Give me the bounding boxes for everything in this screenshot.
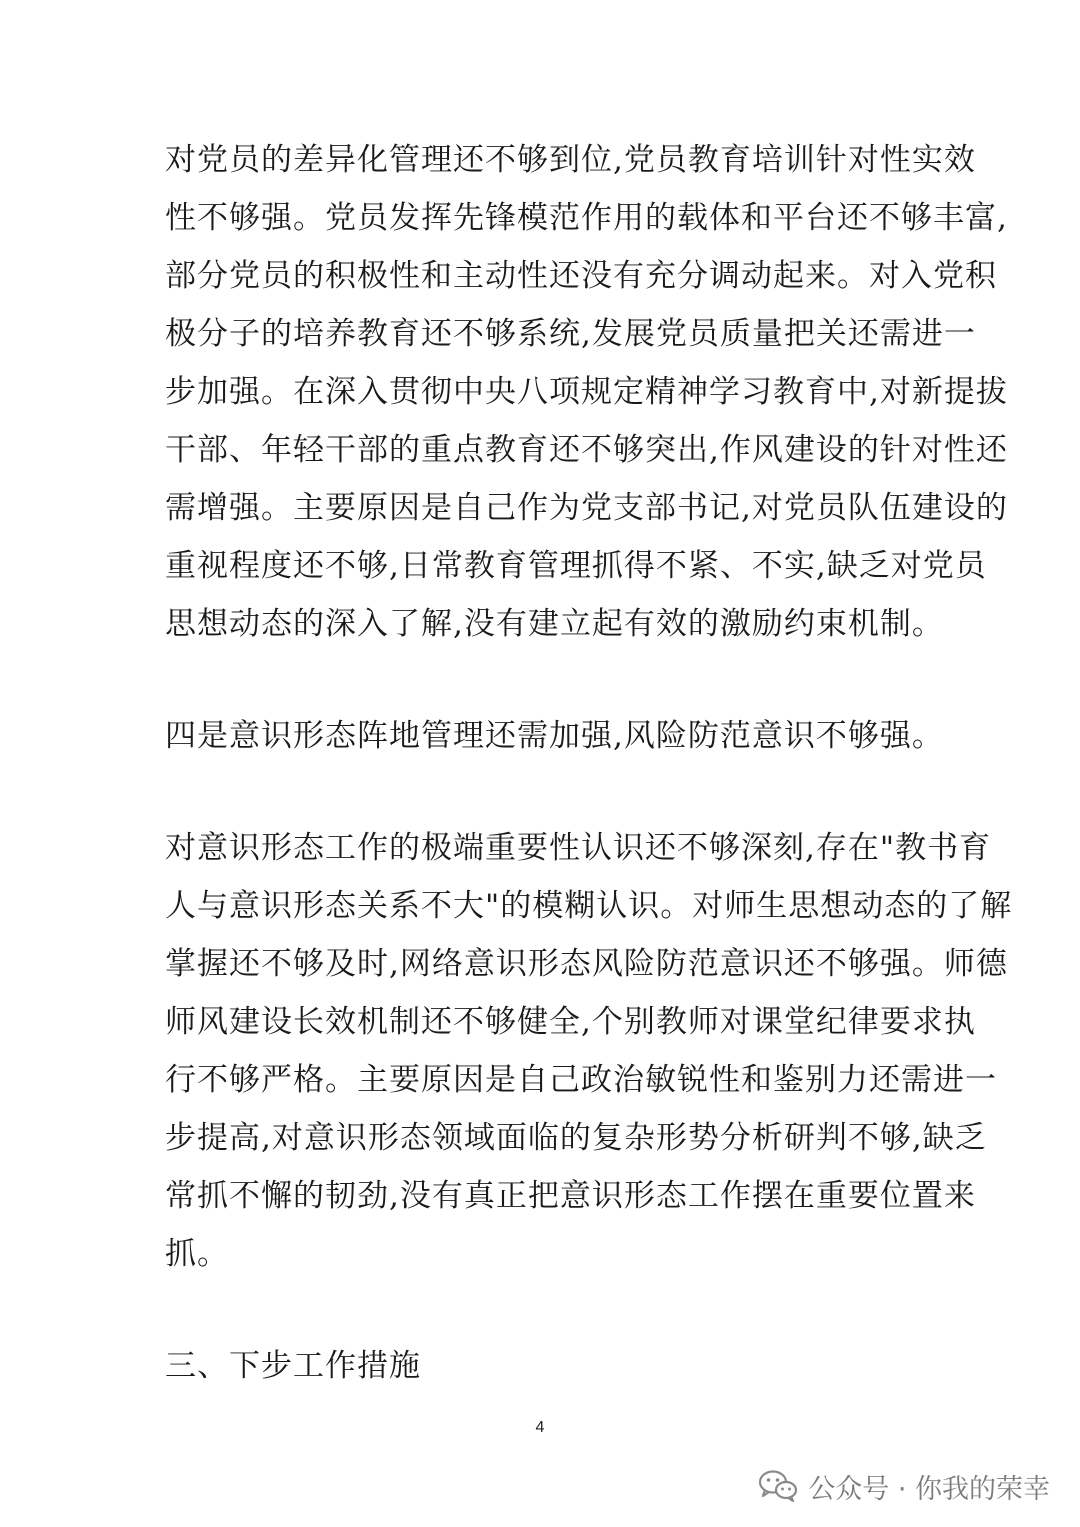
text-line: 干部、年轻干部的重点教育还不够突出,作风建设的针对性还 bbox=[165, 432, 1008, 468]
watermark-text: 公众号 · 你我的荣幸 bbox=[808, 1473, 1050, 1505]
text-line: 极分子的培养教育还不够系统,发展党员质量把关还需进一 bbox=[165, 316, 976, 352]
text-line: 抓。 bbox=[165, 1236, 229, 1272]
text-line: 对党员的差异化管理还不够到位,党员教育培训针对性实效 bbox=[165, 142, 976, 178]
text-line: 需增强。主要原因是自己作为党支部书记,对党员队伍建设的 bbox=[165, 490, 1008, 526]
text-line: 对意识形态工作的极端重要性认识还不够深刻,存在"教书育 bbox=[165, 830, 992, 866]
section-point-heading: 四是意识形态阵地管理还需加强,风险防范意识不够强。 bbox=[165, 718, 944, 754]
text-line: 性不够强。党员发挥先锋模范作用的载体和平台还不够丰富, bbox=[165, 200, 1008, 236]
text-line: 人与意识形态关系不大"的模糊认识。对师生思想动态的了解 bbox=[165, 888, 1013, 924]
text-line: 步提高,对意识形态领域面临的复杂形势分析研判不够,缺乏 bbox=[165, 1120, 987, 1156]
page-number: 4 bbox=[535, 1419, 545, 1436]
text-line: 师风建设长效机制还不够健全,个别教师对课堂纪律要求执 bbox=[165, 1004, 976, 1040]
text-line: 常抓不懈的韧劲,没有真正把意识形态工作摆在重要位置来 bbox=[165, 1178, 976, 1214]
text-line: 掌握还不够及时,网络意识形态风险防范意识还不够强。师德 bbox=[165, 946, 1008, 982]
text-line: 部分党员的积极性和主动性还没有充分调动起来。对入党积 bbox=[165, 258, 997, 294]
text-line: 重视程度还不够,日常教育管理抓得不紧、不实,缺乏对党员 bbox=[165, 548, 987, 584]
wechat-icon bbox=[758, 1469, 798, 1503]
text-line: 思想动态的深入了解,没有建立起有效的激励约束机制。 bbox=[165, 606, 944, 642]
text-line: 步加强。在深入贯彻中央八项规定精神学习教育中,对新提拔 bbox=[165, 374, 1008, 410]
watermark bbox=[758, 1458, 1050, 1514]
text-line: 行不够严格。主要原因是自己政治敏锐性和鉴别力还需进一 bbox=[165, 1062, 997, 1098]
section-heading: 三、下步工作措施 bbox=[165, 1348, 421, 1384]
